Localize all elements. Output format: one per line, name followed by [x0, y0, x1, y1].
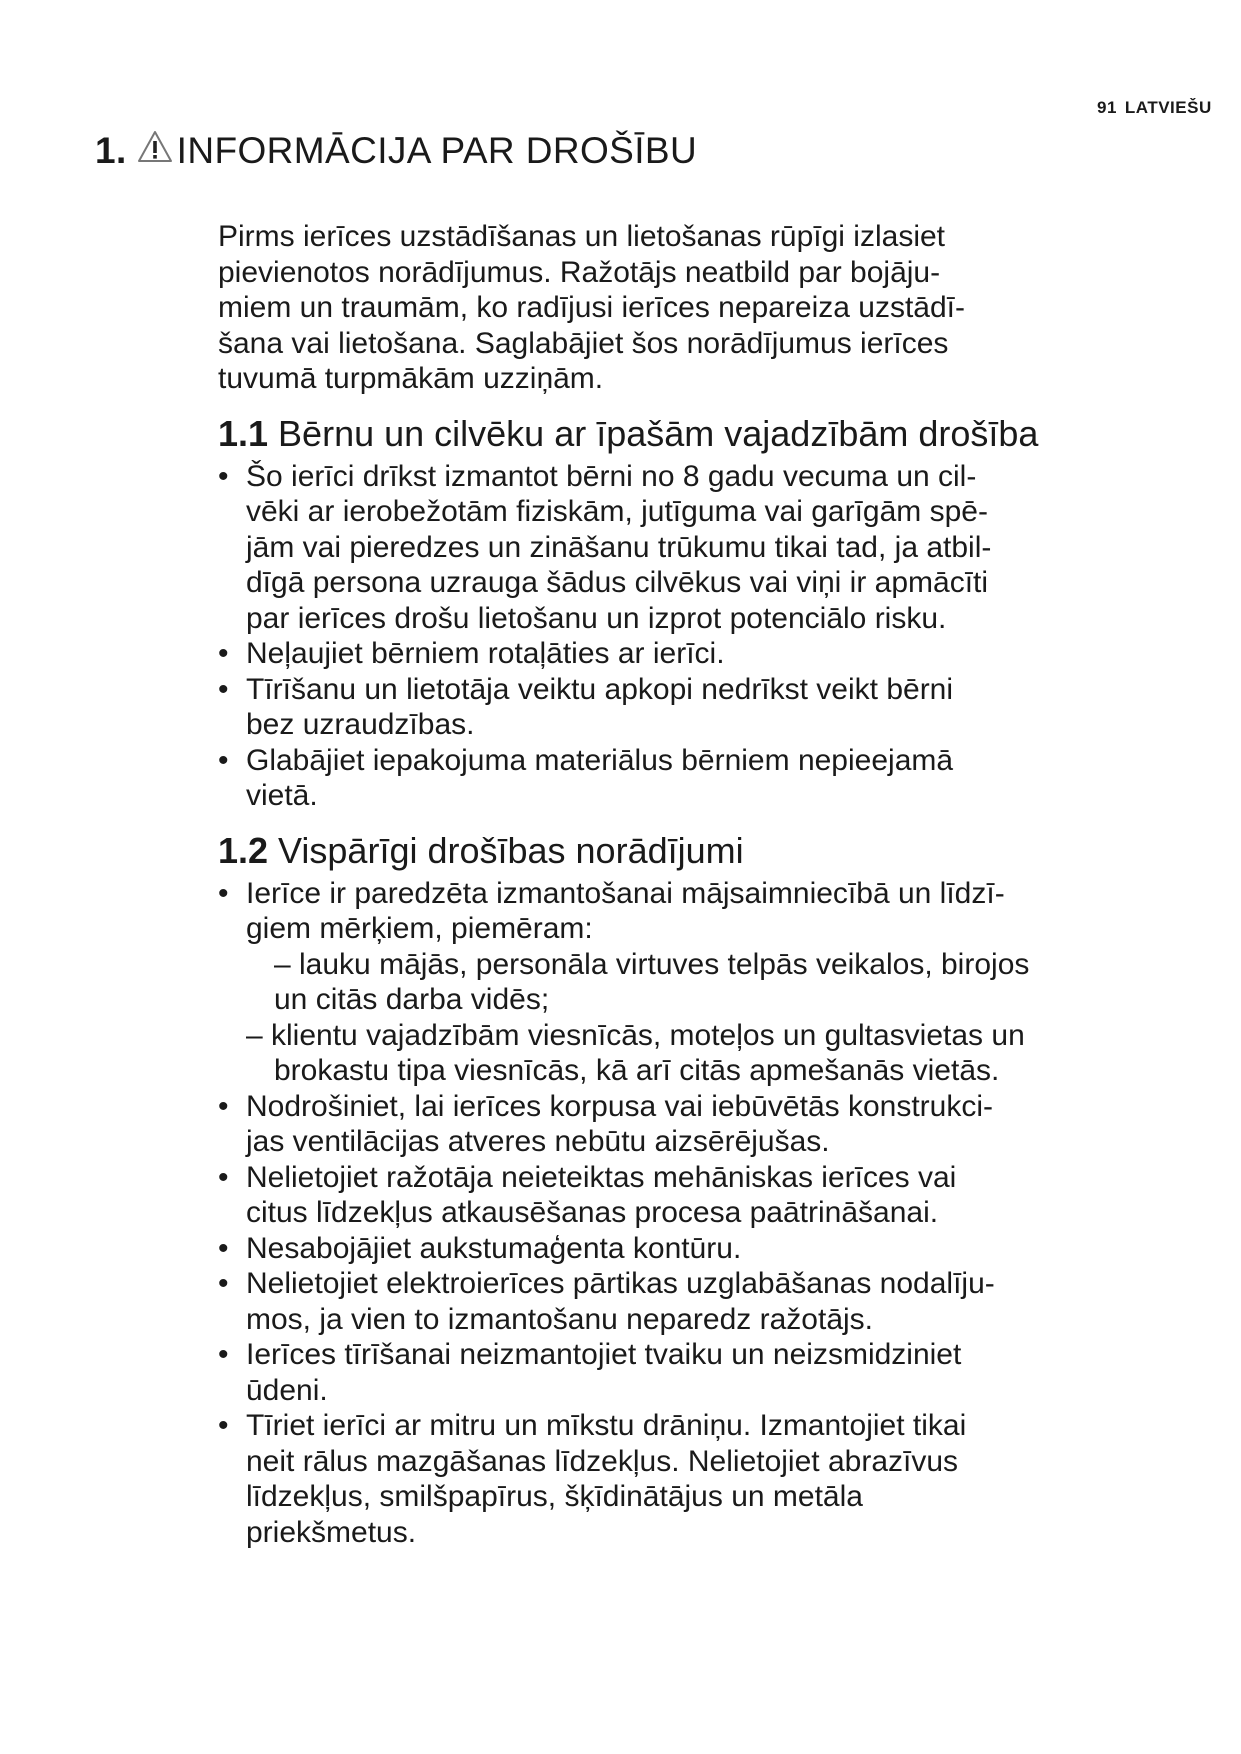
- sub-item-line: brokastu tipa viesnīcās, kā arī citās apmešanās vietās.: [274, 1054, 1000, 1087]
- bullet-icon: •: [218, 1089, 229, 1123]
- bullet-icon: •: [218, 1231, 229, 1265]
- list-item-line: mos, ja vien to izmantošanu neparedz ražotājs.: [246, 1302, 873, 1336]
- list-item-line: Ierīces tīrīšanai neizmantojiet tvaiku un neizsmidziniet: [246, 1338, 962, 1371]
- list-item-line: Nelietojiet ražotāja neieteiktas mehāniskas ierīces vai: [246, 1160, 957, 1194]
- list-item-line: Nodrošiniet, lai ierīces korpusa vai iebūvētās konstrukci-: [246, 1089, 993, 1123]
- bullet-icon: •: [218, 876, 229, 910]
- bullet-icon: •: [218, 1409, 229, 1442]
- list-item-line: vietā.: [246, 779, 318, 812]
- list-item-line: par ierīces drošu lietošanu un izprot potenciālo risku.: [246, 601, 947, 635]
- list-item-line: neit rālus mazgāšanas līdzekļus. Nelietojiet abrazīvus: [246, 1444, 959, 1478]
- section-heading-children-safety: [218, 413, 1158, 455]
- list-item: [218, 1089, 1158, 1160]
- page-header: [1097, 98, 1241, 118]
- language-label: LATVIEŠU: [1124, 98, 1212, 117]
- list-item: [218, 636, 1158, 672]
- list-item-line: priekšmetus.: [246, 1515, 417, 1549]
- bullet-icon: •: [218, 1267, 229, 1300]
- intro-line: tuvumā turpmākām uzziņām.: [218, 362, 604, 395]
- list-item: [218, 672, 1158, 743]
- list-item-line: Glabājiet iepakojuma materiālus bērniem nepieejamā: [246, 743, 954, 777]
- list-item-line: dīgā persona uzrauga šādus cilvēkus vai viņi ir apmācīti: [246, 566, 989, 599]
- bullet-icon: •: [218, 459, 229, 493]
- list-item-line: līdzekļus, smilšpapīrus, šķīdinātājus un metāla: [246, 1480, 863, 1513]
- list-item-line: bez uzraudzības.: [246, 708, 475, 741]
- bullet-icon: •: [218, 1160, 229, 1194]
- general-safety-list: [218, 876, 1158, 1551]
- bullet-icon: •: [218, 637, 229, 670]
- list-item-line: Nesabojājiet aukstumaģenta kontūru.: [246, 1231, 742, 1265]
- list-item-line: ūdeni.: [246, 1373, 328, 1407]
- sub-item-line: – klientu vajadzībām viesnīcās, moteļos un gultasvietas un: [246, 1018, 1025, 1052]
- list-item-line: Neļaujiet bērniem rotaļāties ar ierīci.: [246, 637, 725, 670]
- sub-item-line: – lauku mājās, personāla virtuves telpās veikalos, birojos: [274, 947, 1030, 981]
- intro-paragraph: [218, 219, 1158, 397]
- safety-content: [218, 219, 1158, 1550]
- list-item: [218, 1160, 1158, 1231]
- chapter-heading-text: INFORMĀCIJA PAR DROŠĪBU: [176, 130, 698, 171]
- section-number: 1.2: [218, 829, 269, 871]
- list-item-line: Tīriet ierīci ar mitru un mīkstu drāniņu. Izmantojiet tikai: [246, 1409, 967, 1442]
- list-item: [218, 1231, 1158, 1267]
- intro-line: Pirms ierīces uzstādīšanas un lietošanas rūpīgi izlasiet: [218, 220, 946, 253]
- list-item-line: Šo ierīci drīkst izmantot bērni no 8 gadu vecuma un cil-: [246, 459, 977, 493]
- bullet-icon: •: [218, 743, 229, 777]
- section-number: 1.1: [218, 412, 269, 454]
- intro-line: šana vai lietošana. Saglabājiet šos norādījumus ierīces: [218, 326, 949, 360]
- chapter-title: [95, 130, 697, 172]
- list-item: [218, 1408, 1158, 1550]
- page-number: 91: [1097, 98, 1117, 117]
- list-item-line: vēki ar ierobežotām fiziskām, jutīguma vai garīgām spē-: [246, 495, 988, 528]
- sub-item-line: un citās darba vidēs;: [274, 983, 550, 1016]
- list-item-line: Ierīce ir paredzēta izmantošanai mājsaimniecībā un līdzī-: [246, 876, 1005, 910]
- children-safety-list: [218, 459, 1158, 814]
- list-item-line: Tīrīšanu un lietotāja veiktu apkopi nedrīkst veikt bērni: [246, 672, 954, 706]
- list-item: [218, 743, 1158, 814]
- list-item-line: citus līdzekļus atkausēšanas procesa paātrināšanai.: [246, 1196, 939, 1229]
- warning-triangle-icon: [137, 129, 173, 165]
- list-item: [218, 876, 1158, 1089]
- list-item-line: jām vai pieredzes un zināšanu trūkumu tikai tad, ja atbil-: [246, 530, 992, 564]
- list-item-line: giem mērķiem, piemēram:: [246, 912, 593, 945]
- list-item: [218, 1337, 1158, 1408]
- list-item-line: jas ventilācijas atveres nebūtu aizsērējušas.: [246, 1125, 830, 1158]
- bullet-icon: •: [218, 1338, 229, 1371]
- list-item-line: Nelietojiet elektroierīces pārtikas uzglabāšanas nodalīju-: [246, 1267, 995, 1300]
- list-item: [218, 1266, 1158, 1337]
- intro-line: miem un traumām, ko radījusi ierīces nepareiza uzstādī-: [218, 291, 965, 324]
- chapter-number: 1.: [95, 130, 127, 171]
- section-heading-general-safety: [218, 830, 1158, 872]
- section-title: Vispārīgi drošības norādījumi: [278, 829, 744, 871]
- list-item: [218, 459, 1158, 637]
- intro-line: pievienotos norādījumus. Ražotājs neatbild par bojāju-: [218, 255, 941, 289]
- section-title: Bērnu un cilvēku ar īpašām vajadzībām drošība: [278, 412, 1039, 454]
- bullet-icon: •: [218, 672, 229, 706]
